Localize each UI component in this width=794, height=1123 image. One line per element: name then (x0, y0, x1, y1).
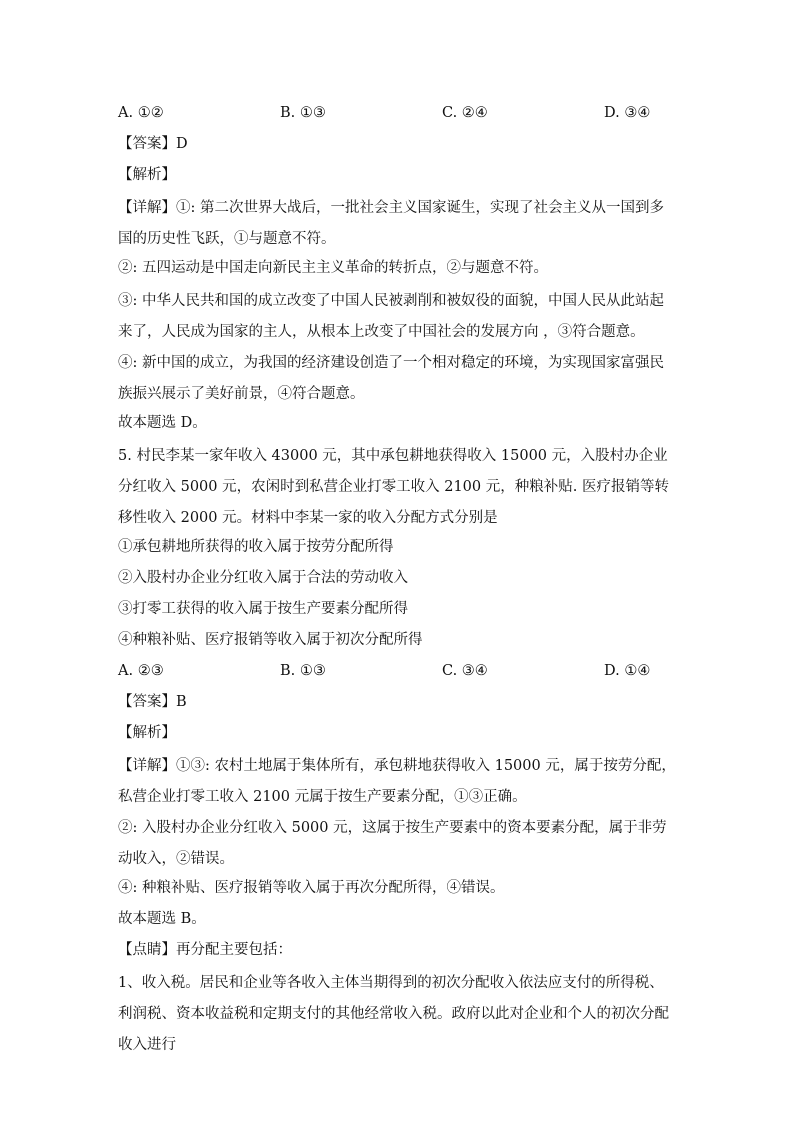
q5-stem: 5. 村民李某一家年收入 43000 元，其中承包耕地获得收入 15000 元，入股村办企业分红收入 5000 元，农闲时到私营企业打零工收入 2100 元，种粮补贴. 医疗报销等转移性收入 2000 元。材料中李某一家的收入分配方式分别是 (118, 448, 669, 526)
q5-detail-1: 【详解】①③: 农村土地属于集体所有，承包耕地获得收入 15000 元，属于按劳分配，私营企业打零工收入 2100 元属于按生产要素分配，①③正确。 (118, 758, 676, 805)
q5-answer: 【答案】B (118, 694, 187, 710)
q5-option-d: D. ①④ (604, 663, 651, 679)
q4-conclusion: 故本题选 D。 (118, 415, 207, 431)
q4-detail-3: ③: 中华人民共和国的成立改变了中国人民被剥削和被奴役的面貌，中国人民从此站起来了，人民成为国家的主人，从根本上改变了中国社会的发展方向 ，③符合题意。 (118, 293, 664, 340)
q5-option-b: B. ①③ (280, 663, 326, 679)
q5-statement-3: ③打零工获得的收入属于按生产要素分配所得 (118, 601, 408, 617)
document-page (118, 100, 678, 1061)
q5-analysis-heading: 【解析】 (118, 725, 176, 741)
q4-option-d: D. ③④ (604, 105, 651, 121)
q5-statement-4: ④种粮补贴、医疗报销等收入属于初次分配所得 (118, 632, 423, 648)
q5-statement-2: ②入股村办企业分红收入属于合法的劳动收入 (118, 570, 408, 586)
q5-conclusion: 故本题选 B。 (118, 911, 206, 927)
q5-statement-1: ①承包耕地所获得的收入属于按劳分配所得 (118, 539, 394, 555)
q4-analysis-heading: 【解析】 (118, 167, 176, 183)
q4-option-b: B. ①③ (280, 105, 326, 121)
q4-options (118, 100, 678, 131)
q5-detail-2: ②: 入股村办企业分红收入 5000 元，这属于按生产要素中的资本要素分配，属于非劳动收入，②错误。 (118, 820, 667, 867)
q5-detail-3: ④: 种粮补贴、医疗报销等收入属于再次分配所得，④错误。 (118, 880, 505, 896)
q5-tip-heading: 【点睛】再分配主要包括： (118, 942, 292, 958)
q4-detail-2: ②: 五四运动是中国走向新民主主义革命的转折点，②与题意不符。 (118, 260, 548, 276)
q4-option-a: A. ①② (118, 105, 164, 121)
q5-option-c: C. ③④ (442, 663, 488, 679)
q4-detail-1: 【详解】①: 第二次世界大战后，一批社会主义国家诞生，实现了社会主义从一国到多国的历史性飞跃，①与题意不符。 (118, 200, 664, 247)
q5-option-a: A. ②③ (118, 663, 164, 679)
q4-option-c: C. ②④ (442, 105, 488, 121)
q4-detail-4: ④: 新中国的成立，为我国的经济建设创造了一个相对稳定的环境，为实现国家富强民族振兴展示了美好前景，④符合题意。 (118, 355, 664, 402)
q5-tip-item-1: 1、收入税。居民和企业等各收入主体当期得到的初次分配收入依法应支付的所得税、利润税、资本收益税和定期支付的其他经常收入税。政府以此对企业和个人的初次分配收入进行 (118, 975, 669, 1053)
q5-options (118, 658, 678, 689)
q4-answer: 【答案】D (118, 136, 188, 152)
